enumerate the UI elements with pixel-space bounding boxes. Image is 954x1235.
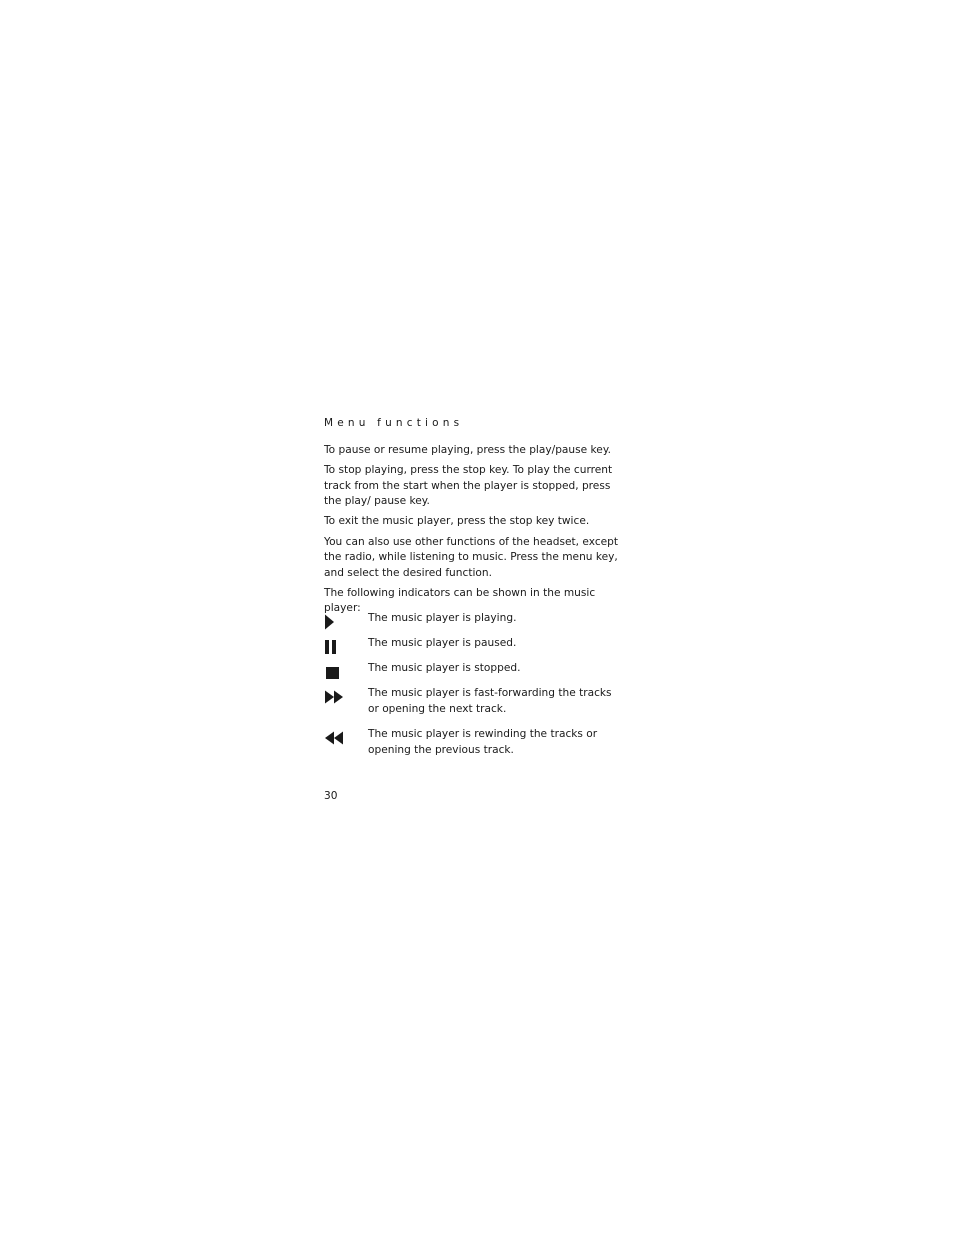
indicator-item-paused <box>324 636 619 661</box>
indicator-item-playing <box>324 611 619 636</box>
indicator-item-fast-forward <box>324 686 619 727</box>
indicator-item-rewind <box>324 727 619 768</box>
paragraph-pause: To pause or resume playing, press the play/pause key. <box>324 444 611 456</box>
indicator-item-stopped <box>324 661 619 686</box>
paragraph-other-functions: You can also use other functions of the headset, except the radio, while listening to music. Press the menu key, and select the desired function. <box>324 535 619 579</box>
indicator-text: The music player is fast-forwarding the tracks or opening the next track. <box>368 687 612 715</box>
indicator-text: The music player is stopped. <box>368 662 521 674</box>
paragraph-exit: To exit the music player, press the stop key twice. <box>324 515 590 528</box>
indicator-text: The music player is rewinding the tracks or opening the previous track. <box>368 728 598 756</box>
rewind-icon <box>324 730 346 746</box>
body-text <box>324 443 619 621</box>
paragraph-indicators-intro: The following indicators can be shown in the music player: <box>324 586 596 615</box>
indicator-text: The music player is playing. <box>368 612 517 624</box>
stop-icon <box>324 664 346 680</box>
fast-forward-icon <box>324 689 346 705</box>
page-number: 30 <box>324 790 338 802</box>
paragraph-stop: To stop playing, press the stop key. To play the current track from the start when the player is stopped, press the play/ pause key. <box>324 464 613 508</box>
play-icon <box>324 614 346 630</box>
section-header: Menu functions <box>324 417 464 429</box>
indicator-list <box>324 611 619 768</box>
indicator-text: The music player is paused. <box>368 637 517 649</box>
pause-icon <box>324 639 346 655</box>
